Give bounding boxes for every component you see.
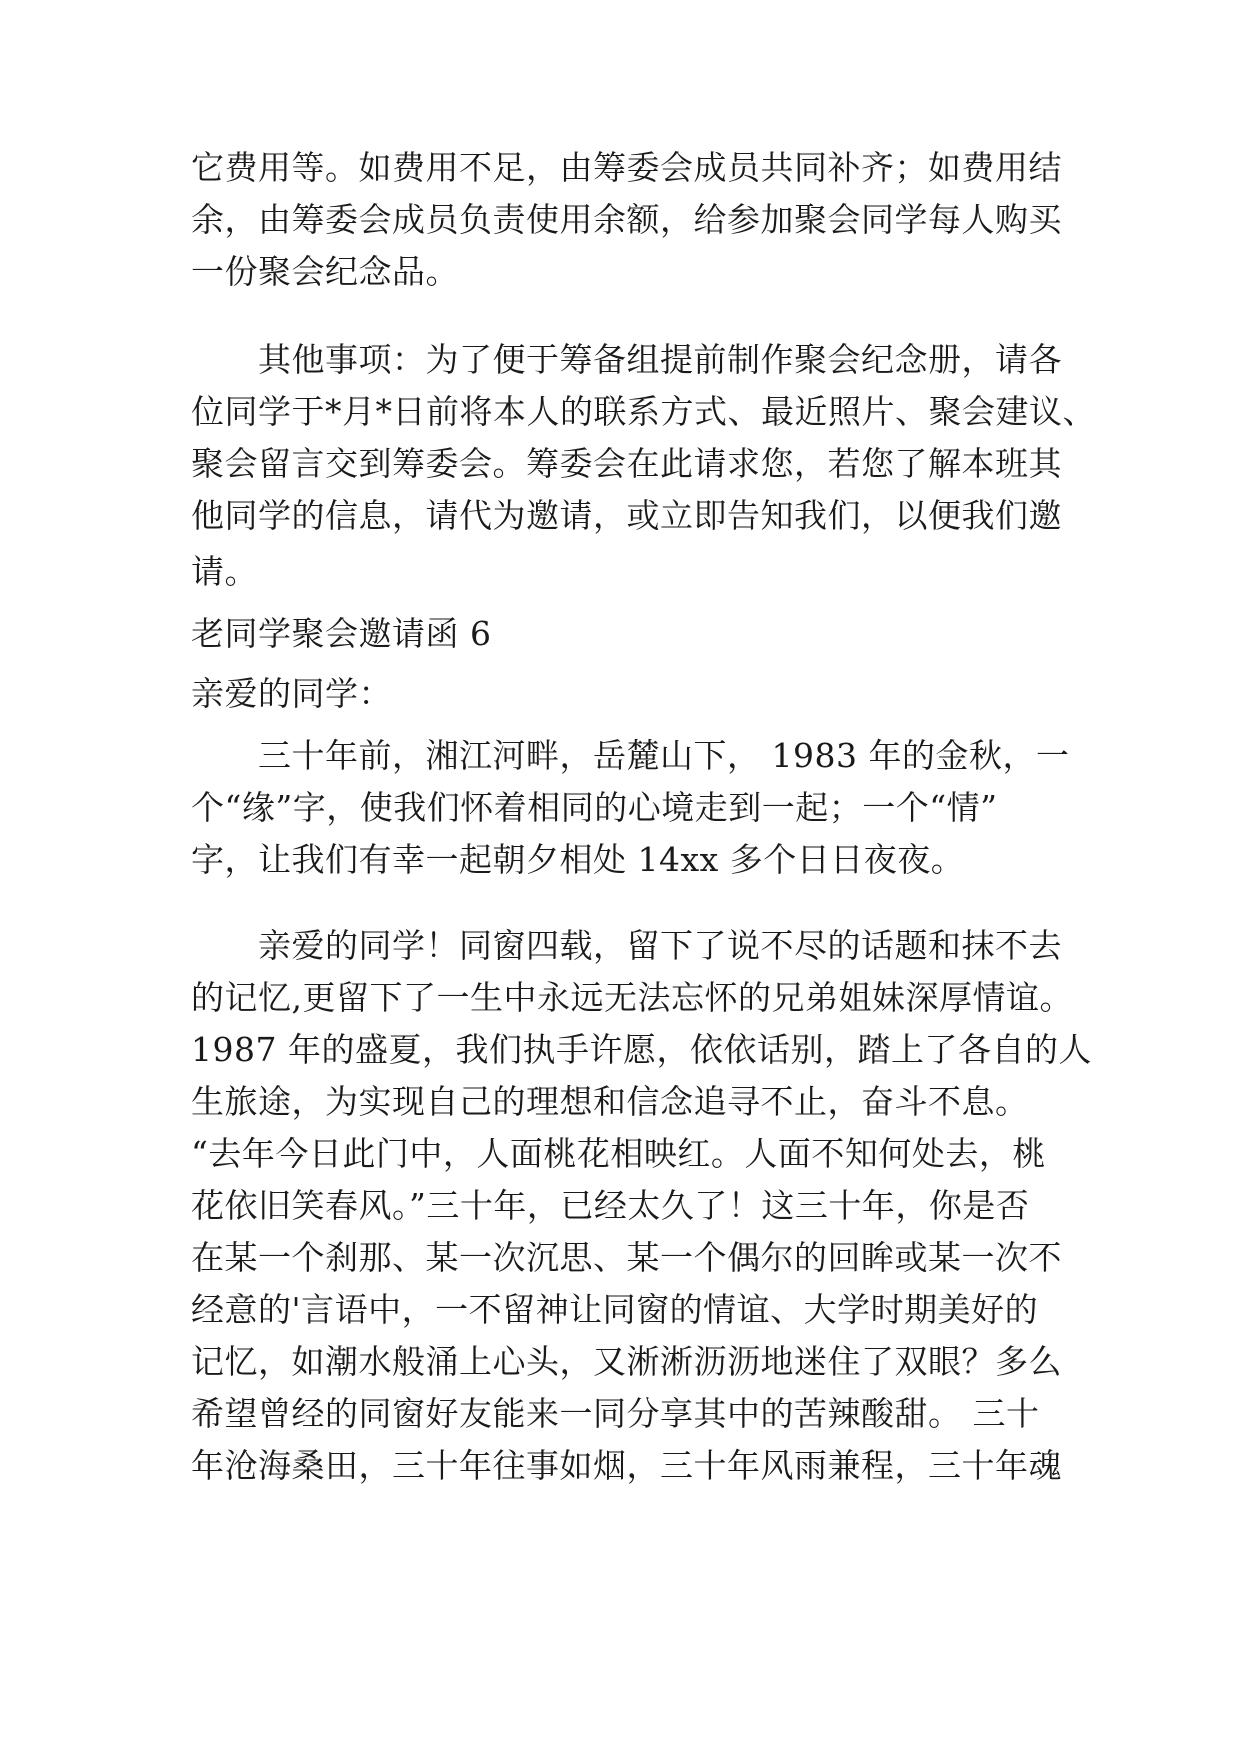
text-line: 1987 年的盛夏，我们执手许愿，依依话别，踏上了各自的人 xyxy=(191,1030,1092,1069)
salutation: 亲爱的同学： xyxy=(191,674,392,713)
text-line: 一份聚会纪念品。 xyxy=(191,252,459,291)
text-line: 在某一个刹那、某一次沉思、某一个偶尔的回眸或某一次不 xyxy=(191,1238,1062,1277)
text-line: 个“缘”字，使我们怀着相同的心境走到一起；一个“情” xyxy=(191,788,998,827)
text-line: 请。 xyxy=(191,552,258,591)
text-line: 经意的'言语中，一不留神让同窗的情谊、大学时期美好的 xyxy=(191,1290,1039,1329)
text-line: 生旅途，为实现自己的理想和信念追寻不止，奋斗不息。 xyxy=(191,1082,1029,1121)
section-heading: 老同学聚会邀请函 6 xyxy=(191,614,492,653)
paragraph-first-line: 亲爱的同学！同窗四载，留下了说不尽的话题和抹不去 xyxy=(258,926,1062,965)
paragraph-first-line: 其他事项：为了便于筹备组提前制作聚会纪念册，请各 xyxy=(258,340,1062,379)
text-line: “去年今日此门中，人面桃花相映红。人面不知何处去，桃 xyxy=(191,1134,1046,1173)
text-line: 聚会留言交到筹委会。筹委会在此请求您，若您了解本班其 xyxy=(191,444,1062,483)
text-line: 它费用等。如费用不足，由筹委会成员共同补齐；如费用结 xyxy=(191,148,1062,187)
text-line: 的记忆,更留下了一生中永远无法忘怀的兄弟姐妹深厚情谊。 xyxy=(191,978,1073,1017)
text-line: 位同学于*月*日前将本人的联系方式、最近照片、聚会建议、 xyxy=(191,392,1096,431)
text-line: 余，由筹委会成员负责使用余额，给参加聚会同学每人购买 xyxy=(191,200,1062,239)
text-line: 他同学的信息，请代为邀请，或立即告知我们，以便我们邀 xyxy=(191,496,1062,535)
text-line: 希望曾经的同窗好友能来一同分享其中的苦辣酸甜。 三十 xyxy=(191,1394,1040,1433)
text-line: 花依旧笑春风。”三十年，已经太久了！这三十年，你是否 xyxy=(191,1186,1030,1225)
text-line: 记忆，如潮水般涌上心头，又淅淅沥沥地迷住了双眼？多么 xyxy=(191,1342,1062,1381)
text-line: 年沧海桑田，三十年往事如烟，三十年风雨兼程，三十年魂 xyxy=(191,1446,1062,1485)
text-line: 字，让我们有幸一起朝夕相处 14xx 多个日日夜夜。 xyxy=(191,840,965,879)
paragraph-first-line: 三十年前，湘江河畔，岳麓山下， 1983 年的金秋，一 xyxy=(258,736,1070,775)
